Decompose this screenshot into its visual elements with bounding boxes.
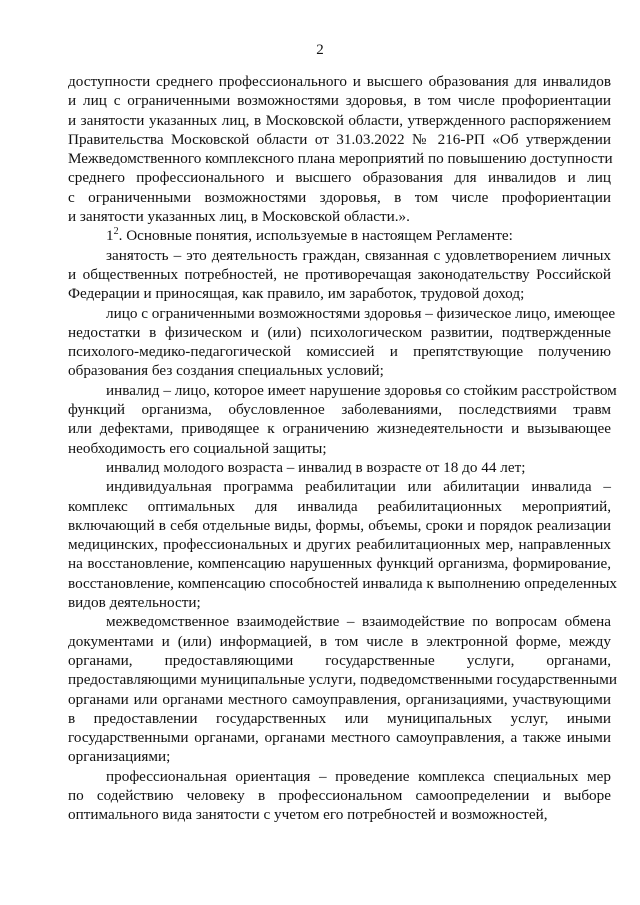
text-line: включающий в себя отдельные виды, формы, объемы, сроки и порядок реализации <box>68 516 611 534</box>
text-line: и занятости указанных лиц, в Московской области, утвержденного распоряжением <box>68 111 611 129</box>
text-line: комплекс оптимальных для инвалида реабилитационных мероприятий, <box>68 497 611 515</box>
text-line: организациями; <box>68 748 171 766</box>
text-line: индивидуальная программа реабилитации или абилитации инвалида – <box>106 478 611 496</box>
text-line: государственными органами, органами местного самоуправления, а также иными <box>68 729 611 747</box>
text-line: недостатки в физическом и (или) психологическом развитии, подтвержденные <box>68 323 611 341</box>
text-line: с ограниченными возможностями здоровья, в том числе профориентации <box>68 188 611 206</box>
text-line: Федерации и приносящая, как правило, им заработок, трудовой доход; <box>68 285 525 303</box>
text-line: медицинских, профессиональных и других реабилитационных мер, направленных <box>68 536 611 554</box>
paragraph-limited-health <box>68 304 616 381</box>
page-number: 2 <box>316 42 324 58</box>
paragraph-heading <box>68 226 611 245</box>
text-line: документами и (или) информацией, в том числе в электронной форме, между <box>68 632 611 650</box>
text-line: занятость – это деятельность граждан, связанная с удовлетворением личных <box>106 246 611 264</box>
text-line: органами, предоставляющими государственные услуги, органами, <box>68 651 611 669</box>
text-line: органами или органами местного самоуправления, организациями, участвующими <box>68 690 611 708</box>
text-line: предоставляющими муниципальные услуги, подведомственными государственными <box>68 671 617 689</box>
paragraph-employment <box>68 246 611 304</box>
text-line: инвалид молодого возраста – инвалид в возрасте от 18 до 44 лет; <box>106 458 526 476</box>
text-line: или дефектами, приводящее к ограничению жизнедеятельности и вызывающее <box>68 420 611 438</box>
heading-text: . Основные понятия, используемые в настоящем Регламенте: <box>118 227 513 245</box>
text-line: и общественных потребностей, не противоречащая законодательству Российской <box>68 265 611 283</box>
text-line: и лиц с ограниченными возможностями здоровья, в том числе профориентации <box>68 92 611 110</box>
text-line: необходимость его социальной защиты; <box>68 439 327 457</box>
text-line: на восстановление, компенсацию нарушенных функций организма, формирование, <box>68 555 611 573</box>
text-line <box>68 226 611 245</box>
document-body <box>68 72 618 825</box>
text-line: межведомственное взаимодействие – взаимодействие по вопросам обмена <box>106 613 611 631</box>
text-line: восстановление, компенсацию способностей инвалида к выполнению определенных <box>68 574 618 592</box>
text-line: профессиональная ориентация – проведение комплекса специальных мер <box>106 767 611 785</box>
text-line: Правительства Московской области от 31.03.2022 № 216-РП «Об утверждении <box>68 130 611 148</box>
paragraph-disabled <box>68 381 617 458</box>
paragraph-intro <box>68 72 611 226</box>
text-line: функций организма, обусловленное заболеваниями, последствиями травм <box>68 401 611 419</box>
text-line: и занятости указанных лиц, в Московской области.». <box>68 208 410 226</box>
text-line: видов деятельности; <box>68 594 201 612</box>
paragraph-rehab-program <box>68 477 618 612</box>
paragraph-interagency <box>68 612 617 766</box>
text-line: в предоставлении государственных или муниципальных услуг, иными <box>68 709 611 727</box>
paragraph-young-disabled <box>68 458 611 477</box>
section-number: 1 <box>106 227 114 245</box>
section-number-superscript: 2 <box>113 226 119 238</box>
text-line: образования без создания специальных условий; <box>68 362 384 380</box>
text-line: среднего профессионального и высшего образования для инвалидов и лиц <box>68 169 611 187</box>
text-line: лицо с ограниченными возможностями здоровья – физическое лицо, имеющее <box>106 304 616 322</box>
text-line: инвалид – лицо, которое имеет нарушение здоровья со стойким расстройством <box>106 381 617 399</box>
text-line: доступности среднего профессионального и высшего образования для инвалидов <box>68 73 611 90</box>
paragraph-career-guidance <box>68 767 611 825</box>
text-line: по содействию человеку в профессиональном самоопределении и выборе <box>68 786 611 804</box>
text-line: Межведомственного комплексного плана мероприятий по повышению доступности <box>68 150 613 168</box>
text-line: психолого-медико-педагогической комиссией и препятствующие получению <box>68 343 611 361</box>
text-line: оптимального вида занятости с учетом его потребностей и возможностей, <box>68 806 548 824</box>
